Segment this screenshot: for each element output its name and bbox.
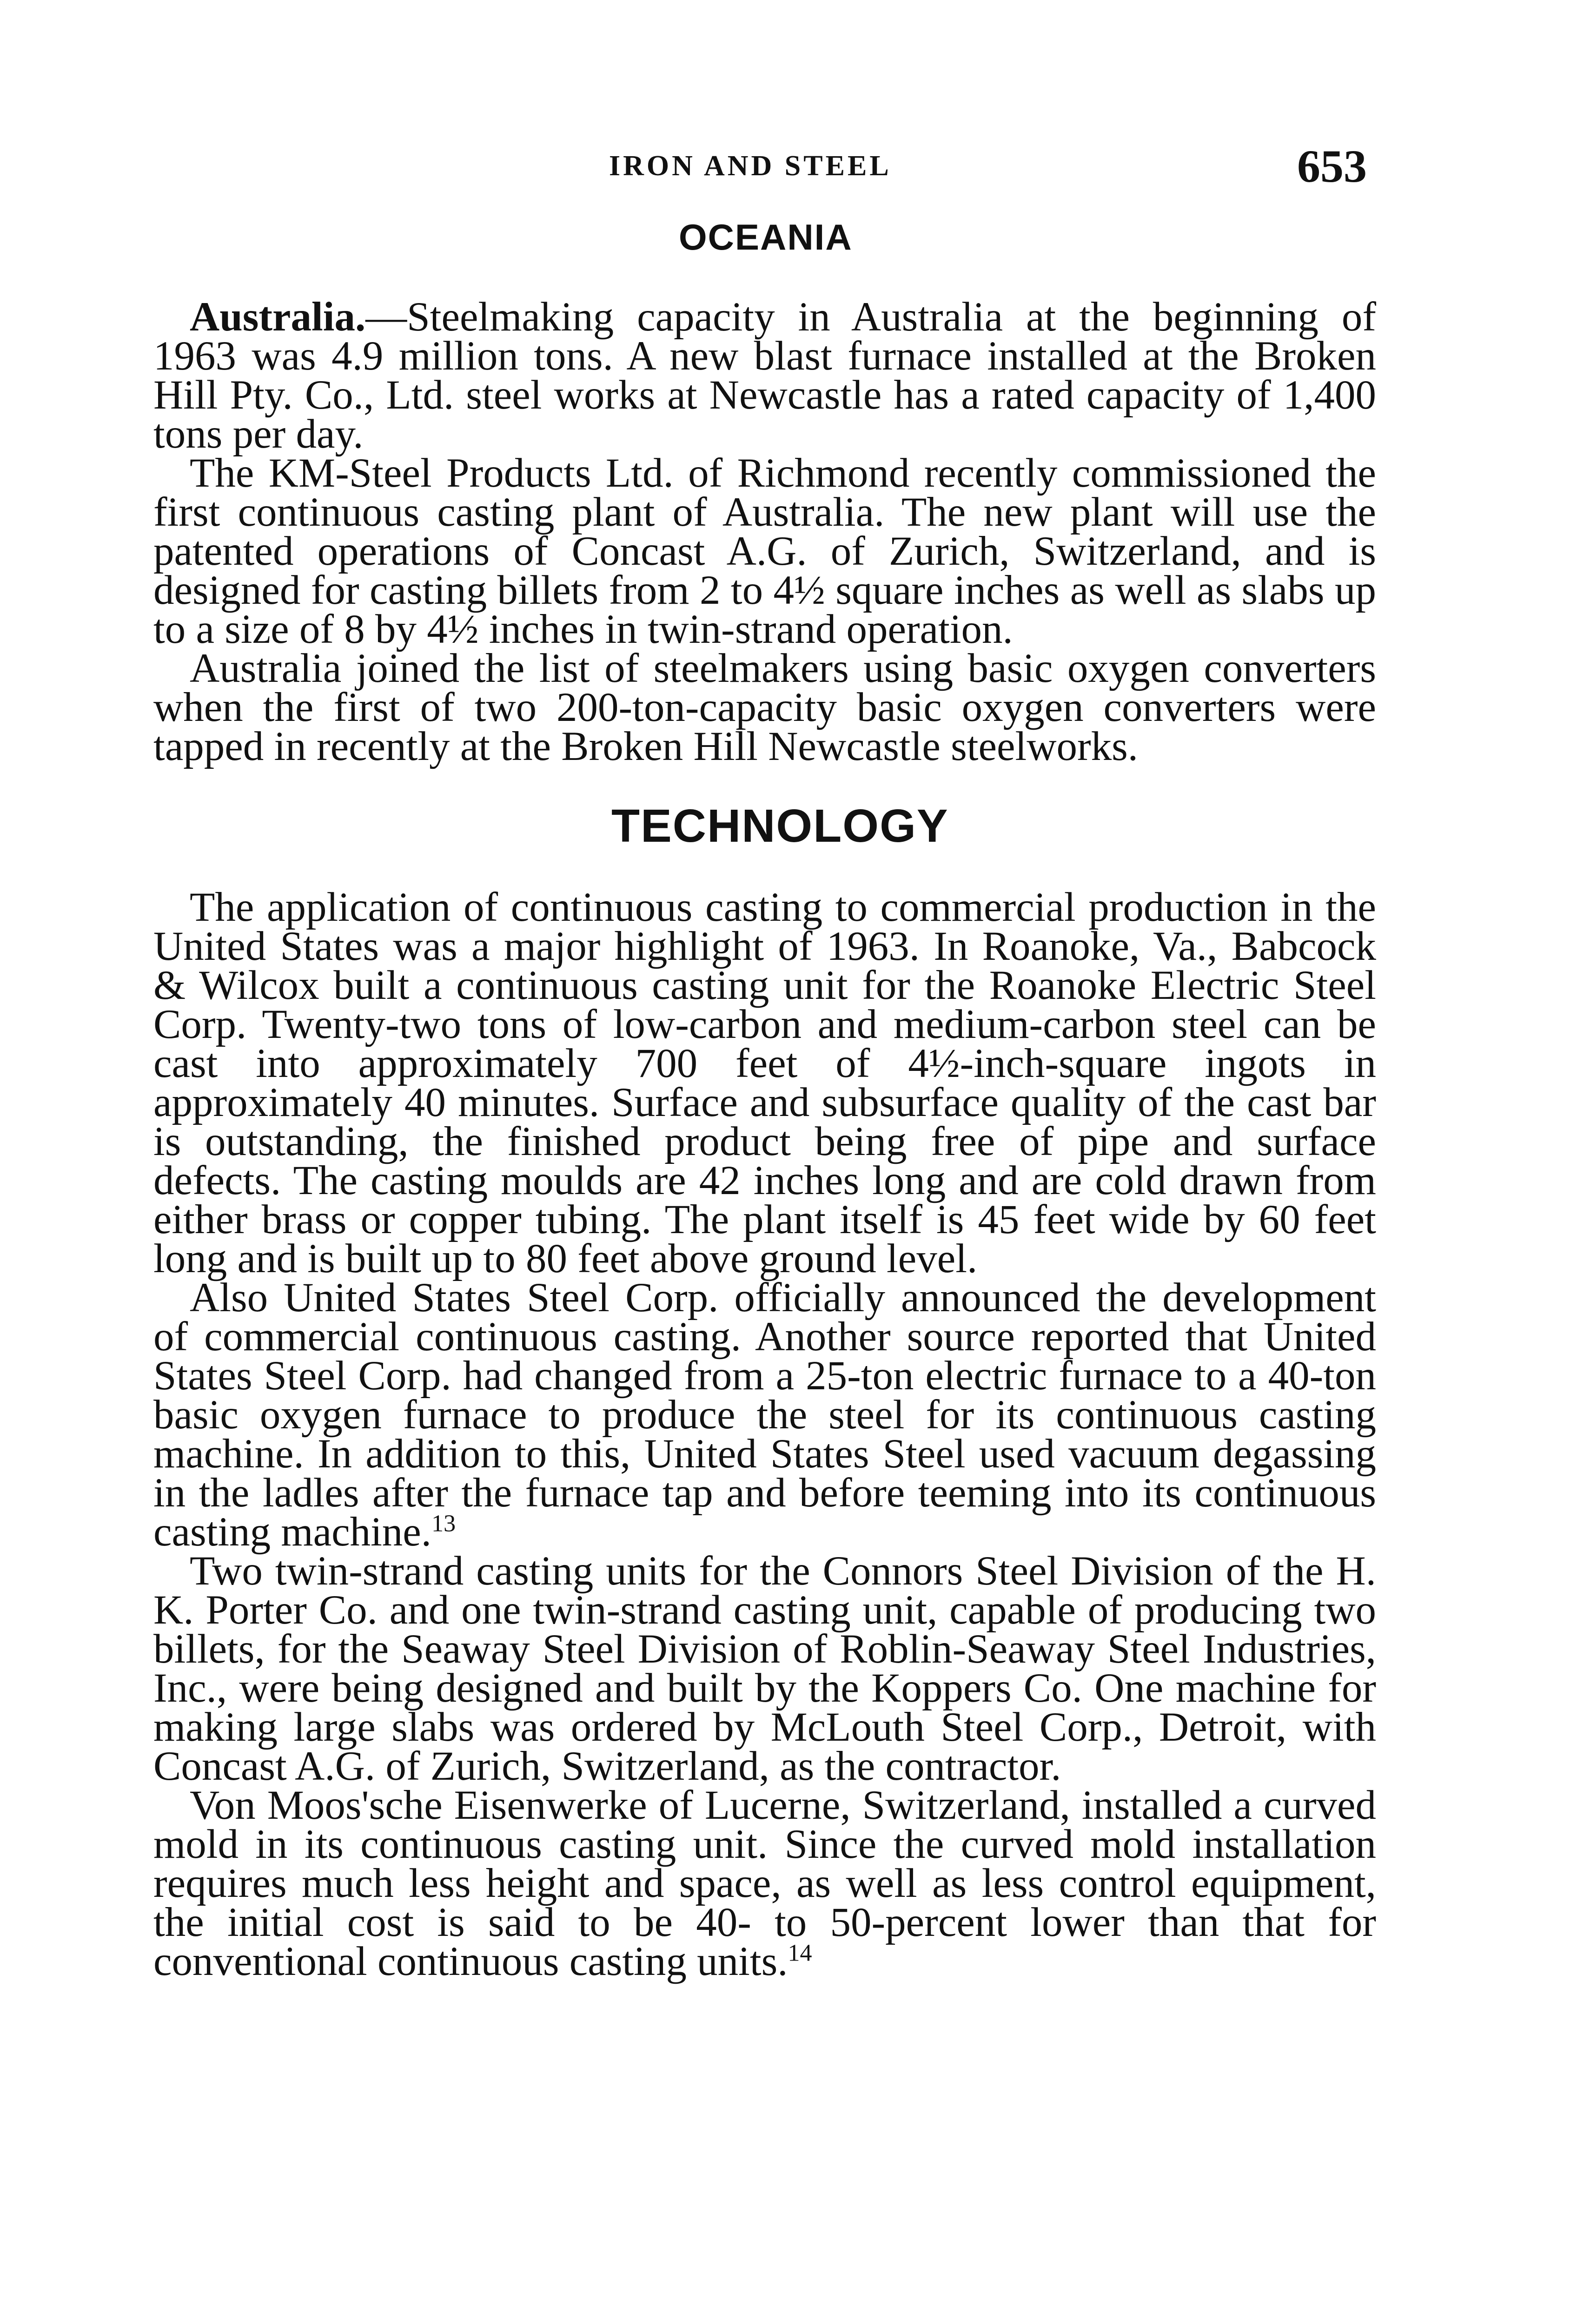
paragraph: Australia joined the list of steelmakers using basic oxygen converters when the first of two 200-ton-capacity basic oxygen converters were tapped in recently at the Broken Hill Newcastle steelworks. bbox=[153, 646, 1376, 769]
paragraph-text: Also United States Steel Corp. officially announced the development of commercial continuous casting. Another source reported that United States Steel Corp. had changed from a 25-ton electric furnace to a 40-ton basic oxygen furnace to produce the steel for its continuous casting machine. In addition to this, United States Steel used vacuum degassing in the ladles after the furnace tap and before teeming into its continuous casting machine. bbox=[153, 1275, 1376, 1555]
technology-section-body bbox=[153, 885, 1376, 1984]
oceania-section-body bbox=[153, 294, 1376, 769]
paragraph bbox=[153, 1275, 1376, 1555]
paragraph-text: Von Moos'sche Eisenwerke of Lucerne, Switzerland, installed a curved mold in its continuous casting unit. Since the curved mold installation requires much less height and space, as well as less control equipment, the initial cost is said to be 40- to 50-percent lower than that for conventional continuous casting units. bbox=[153, 1783, 1376, 1984]
running-title: IRON AND STEEL bbox=[609, 150, 892, 182]
section-heading-oceania: OCEANIA bbox=[679, 217, 853, 257]
paragraph: Two twin-strand casting units for the Connors Steel Division of the H. K. Porter Co. and one twin-strand casting unit, capable of producing two billets, for the Seaway Steel Division of Roblin-Seaway Steel Industries, Inc., were being designed and built by the Koppers Co. One machine for making large slabs was ordered by McLouth Steel Corp., Detroit, with Concast A.G. of Zurich, Switzerland, as the contractor. bbox=[153, 1548, 1376, 1789]
paragraph: The KM-Steel Products Ltd. of Richmond recently commissioned the first continuous casting plant of Australia. The new plant will use the patented operations of Concast A.G. of Zurich, Switzerland, and is designed for casting billets from 2 to 4½ square inches as well as slabs up to a size of 8 by 4½ inches in twin-strand operation. bbox=[153, 450, 1376, 652]
footnote-reference[interactable]: 14 bbox=[788, 1940, 812, 1967]
paragraph: The application of continuous casting to commercial production in the United States was a major highlight of 1963. In Roanoke, Va., Babcock & Wilcox built a continuous casting unit for the Roanoke Electric Steel Corp. Twenty-two tons of low-carbon and medium-carbon steel can be cast into approximately 700 feet of 4½-inch-square ingots in approximately 40 minutes. Surface and subsurface quality of the cast bar is outstanding, the finished product being free of pipe and surface defects. The casting moulds are 42 inches long and are cold drawn from either brass or copper tubing. The plant itself is 45 feet wide by 60 feet long and is built up to 80 feet above ground level. bbox=[153, 885, 1376, 1281]
paragraph bbox=[153, 1783, 1376, 1984]
running-header bbox=[0, 139, 1590, 191]
page-number: 653 bbox=[1297, 140, 1367, 192]
section-heading-technology: TECHNOLOGY bbox=[611, 800, 949, 852]
australia-run-in-heading: Australia. bbox=[190, 294, 366, 340]
paragraph bbox=[153, 294, 1376, 457]
footnote-reference[interactable]: 13 bbox=[431, 1510, 456, 1537]
paragraph-text: —Steelmaking capacity in Australia at the beginning of 1963 was 4.9 million tons. A new blast furnace installed at the Broken Hill Pty. Co., Ltd. steel works at Newcastle has a rated capacity of 1,400 tons per day. bbox=[153, 294, 1376, 457]
